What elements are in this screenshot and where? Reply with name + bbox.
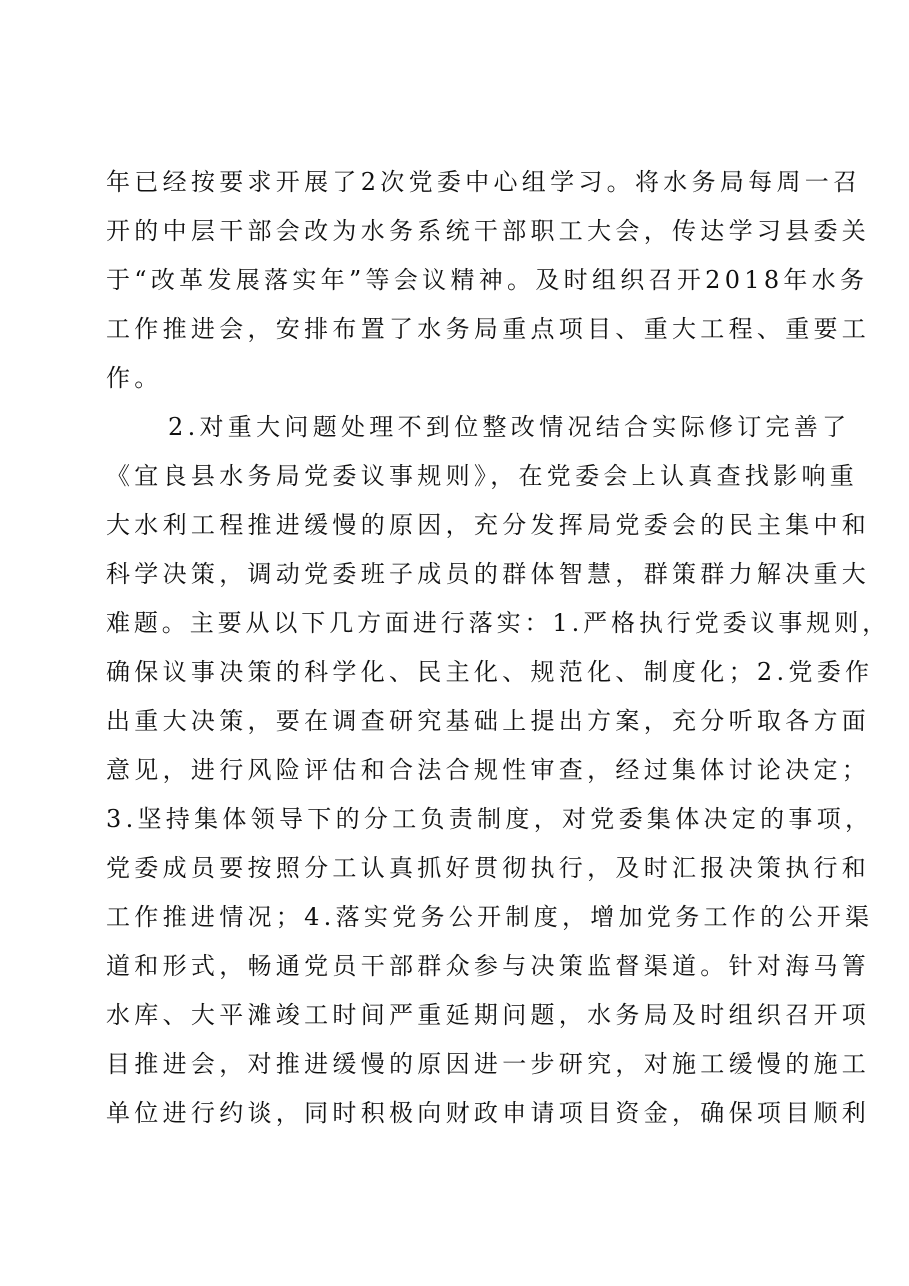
text-line: 作。: [106, 364, 163, 392]
text-line: 目推进会，对推进缓慢的原因进一步研究，对施工缓慢的施工: [106, 1050, 871, 1078]
text-line: 确保议事决策的科学化、民主化、规范化、制度化；2.党委作: [106, 658, 874, 686]
text-line: 工作推进情况；4.落实党务公开制度，增加党务工作的公开渠: [106, 903, 874, 931]
text-line: 开的中层干部会改为水务系统干部职工大会，传达学习县委关: [106, 217, 871, 245]
text-line: 3.坚持集体领导下的分工负责制度，对党委集体决定的事项，: [106, 805, 874, 833]
text-line: 道和形式，畅通党员干部群众参与决策监督渠道。针对海马箐: [106, 952, 871, 980]
text-line: 难题。主要从以下几方面进行落实：1.严格执行党委议事规则，: [106, 609, 890, 637]
text-line: 党委成员要按照分工认真抓好贯彻执行，及时汇报决策执行和: [106, 854, 871, 882]
text-line: 意见，进行风险评估和合法合规性审查，经过集体讨论决定；: [106, 756, 871, 784]
text-line: 年已经按要求开展了2次党委中心组学习。将水务局每周一召: [106, 168, 862, 196]
text-line: 工作推进会，安排布置了水务局重点项目、重大工程、重要工: [106, 315, 871, 343]
text-line: 《宜良县水务局党委议事规则》，在党委会上认真查找影响重: [106, 462, 859, 490]
text-line: 大水利工程推进缓慢的原因，充分发挥局党委会的民主集中和: [106, 511, 871, 539]
text-line: 于“改革发展落实年”等会议精神。及时组织召开2018年水务: [106, 266, 869, 294]
text-line: 水库、大平滩竣工时间严重延期问题，水务局及时组织召开项: [106, 1001, 871, 1029]
text-line: 出重大决策，要在调查研究基础上提出方案，充分听取各方面: [106, 707, 871, 735]
text-line: 科学决策，调动党委班子成员的群体智慧，群策群力解决重大: [106, 560, 871, 588]
paragraph-start-line: 2.对重大问题处理不到位整改情况结合实际修订完善了: [168, 413, 851, 441]
text-line: 单位进行约谈，同时积极向财政申请项目资金，确保项目顺利: [106, 1099, 871, 1127]
